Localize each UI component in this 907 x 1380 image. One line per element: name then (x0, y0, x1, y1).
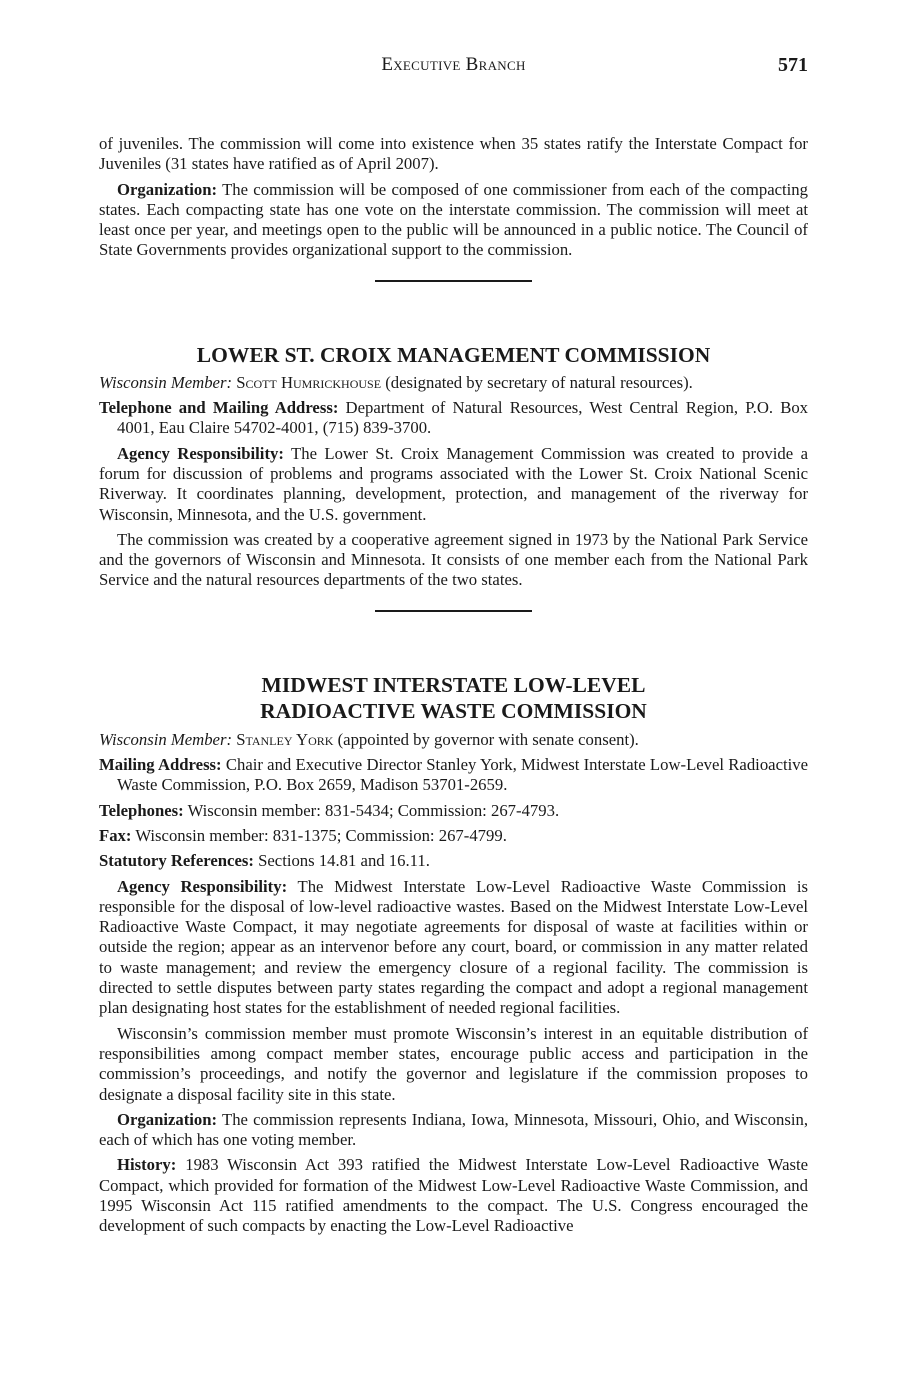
midwest-history-label: History: (117, 1155, 177, 1175)
lower-st-croix-member-name: Scott Humrickhouse (236, 372, 382, 392)
lower-st-croix-member (99, 373, 808, 393)
continued-paragraph: of juveniles. The commission will come into existence when 35 states ratify the Interstate Compact for Juveniles (31 states have ratified as of April 2007). (99, 134, 808, 174)
running-head (99, 54, 808, 80)
midwest-mailing-text: Chair and Executive Director Stanley York, Midwest Interstate Low-Level Radioactive Waste Commission, P.O. Box 2659, Madison 53701-2659. (117, 755, 808, 795)
page-body (99, 134, 808, 1242)
lower-st-croix-address-label: Telephone and Mailing Address: (99, 398, 339, 418)
lower-st-croix-responsibility (99, 444, 808, 525)
midwest-title (99, 672, 808, 724)
intro-organization-text: The commission will be composed of one commissioner from each of the compacting states. Each compacting state has one vote on the interstate commission. The commission will meet at least once per year, and meetings open to the public will be announced in a public notice. The Council of State Governments provides organizational support to the commission. (99, 179, 808, 260)
midwest-statutory-text: Sections 14.81 and 16.11. (258, 851, 430, 871)
lower-st-croix-responsibility-text: The Lower St. Croix Management Commission was created to provide a forum for discussion of problems and programs associated with the Lower St. Croix National Scenic Riverway. It coordinates planning, development, protection, and management of the riverway for Wisconsin, Minnesota, and the U.S. government. (99, 443, 808, 524)
lower-st-croix-member-label: Wisconsin Member: (99, 372, 233, 392)
midwest-member-duty: Wisconsin’s commission member must promote Wisconsin’s interest in an equitable distribution of responsibilities among compact member states, encourage public access and participation in the commission’s proceedings, and notify the governor and legislature if the commission proposes to designate a disposal facility site in this state. (99, 1023, 808, 1104)
section-divider (375, 610, 532, 612)
midwest-title-line-2: RADIOACTIVE WASTE COMMISSION (260, 698, 647, 723)
lower-st-croix-responsibility-label: Agency Responsibility: (117, 443, 284, 463)
midwest-telephones-label: Telephones: (99, 800, 184, 820)
midwest-responsibility-label: Agency Responsibility: (117, 876, 288, 896)
midwest-mailing-label: Mailing Address: (99, 755, 222, 775)
lower-st-croix-title: LOWER ST. CROIX MANAGEMENT COMMISSION (196, 342, 711, 367)
midwest-telephones (99, 801, 808, 821)
page-number: 571 (778, 54, 808, 76)
midwest-telephones-text: Wisconsin member: 831-5434; Commission: 267-4793. (187, 800, 560, 820)
lower-st-croix-member-note: (designated by secretary of natural resources). (385, 372, 693, 392)
midwest-organization-text: The commission represents Indiana, Iowa, Minnesota, Missouri, Ohio, and Wisconsin, each of which has one voting member. (99, 1109, 808, 1150)
midwest-member-name: Stanley York (236, 729, 334, 749)
midwest-history-text: 1983 Wisconsin Act 393 ratified the Midwest Interstate Low-Level Radioactive Waste Compact, which provided for formation of the Midwest Low-Level Radioactive Waste Commission, and 1995 Wisconsin Act 115 ratified amendments to the compact. The U.S. Congress encouraged the development of such compacts by enacting the Low-Level Radioactive (99, 1155, 809, 1236)
midwest-fax (99, 826, 808, 846)
midwest-member-note: (appointed by governor with senate consent). (337, 729, 639, 749)
midwest-statutory-label: Statutory References: (99, 851, 254, 871)
midwest-responsibility-text: The Midwest Interstate Low-Level Radioactive Waste Commission is responsible for the disposal of low-level radioactive wastes. Based on the Midwest Interstate Low-Level Radioactive Waste Compact, it may negotiate agreements for disposal of waste at facilities within or outside the region; appear as an intervenor before any court, board, or commission in any matter related to waste management; and review the emergency closure of a regional facility. The commission is directed to settle disputes between party states regarding the compact and adopt a regional management plan designating host states for the establishment of needed regional facilities. (99, 876, 808, 1018)
midwest-history (99, 1155, 808, 1236)
section-divider (375, 280, 532, 282)
intro-organization-paragraph (99, 180, 808, 261)
midwest-member-label: Wisconsin Member: (99, 729, 233, 749)
midwest-organization-label: Organization: (117, 1109, 218, 1129)
lower-st-croix-address-text: Department of Natural Resources, West Central Region, P.O. Box 4001, Eau Claire 54702-4001, (715) 839-3700. (117, 398, 809, 438)
midwest-member (99, 730, 808, 750)
lower-st-croix-address (99, 398, 808, 439)
midwest-fax-text: Wisconsin member: 831-1375; Commission: 267-4799. (135, 825, 507, 845)
midwest-fax-label: Fax: (99, 825, 132, 845)
intro-organization-label: Organization: (117, 179, 218, 199)
midwest-statutory (99, 851, 808, 871)
midwest-organization (99, 1110, 808, 1151)
midwest-responsibility (99, 877, 808, 1019)
lower-st-croix-history: The commission was created by a cooperative agreement signed in 1973 by the National Park Service and the governors of Wisconsin and Minnesota. It consists of one member each from the National Park Service and the natural resources departments of the two states. (99, 529, 808, 590)
midwest-mailing (99, 755, 808, 796)
running-title: Executive Branch (381, 54, 526, 75)
midwest-title-line-1: MIDWEST INTERSTATE LOW-LEVEL (261, 672, 646, 697)
